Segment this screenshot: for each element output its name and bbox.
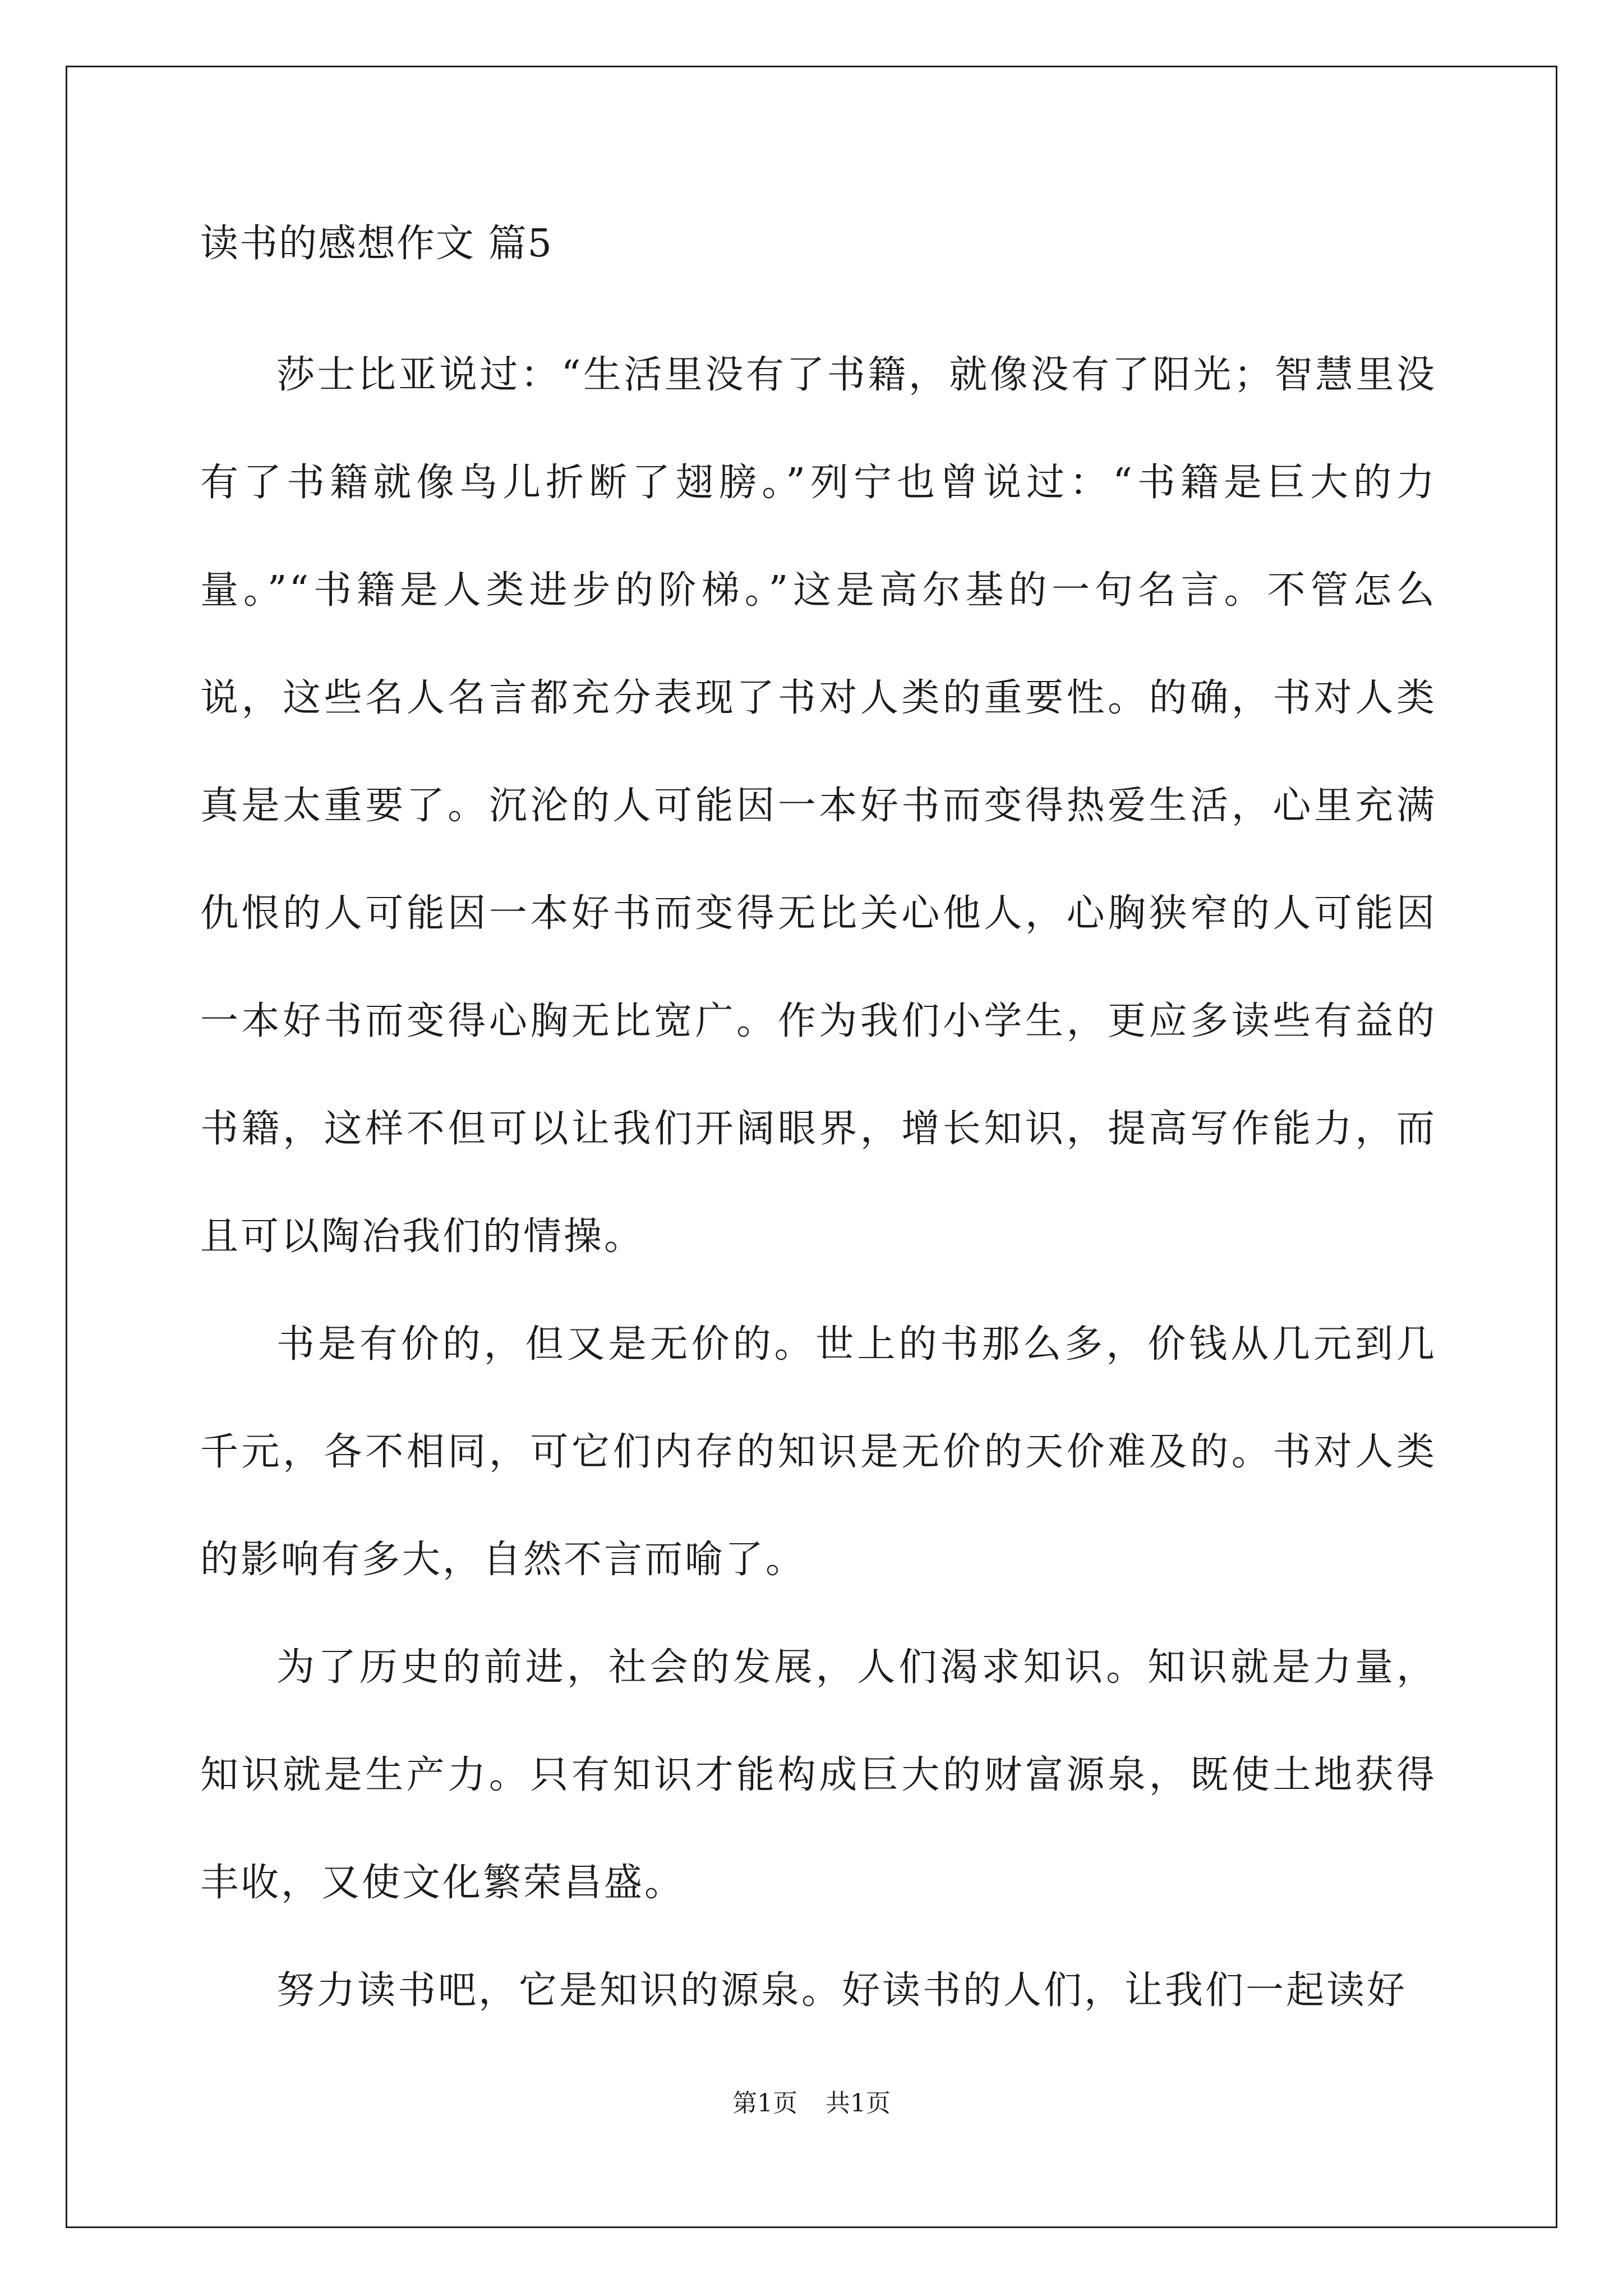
paragraph-2: 书是有价的，但又是无价的。世上的书那么多，价钱从几元到几千元，各不相同，可它们内存的知识是无价的天价难及的。书对人类的影响有多大，自然不言而喻了。 <box>200 1322 1437 1582</box>
paragraph-1: 莎士比亚说过：“生活里没有了书籍，就像没有了阳光；智慧里没有了书籍就像鸟儿折断了翅膀。”列宁也曾说过：“书籍是巨大的力量。”“书籍是人类进步的阶梯。”这是高尔基的一句名言。不管怎么说，这些名人名言都充分表现了书对人类的重要性。的确，书对人类真是太重要了。沉沦的人可能因一本好书而变得热爱生活，心里充满仇恨的人可能因一本好书而变得无比关心他人，心胸狭窄的人可能因一本好书而变得心胸无比宽广。作为我们小学生，更应多读些有益的书籍，这样不但可以让我们开阔眼界，增长知识，提高写作能力，而且可以陶冶我们的情操。 <box>200 353 1437 1259</box>
paragraph-4: 努力读书吧，它是知识的源泉。好读书的人们，让我们一起读好 <box>276 1968 1408 2013</box>
document-title: 读书的感想作文 篇5 <box>200 222 553 266</box>
paragraph-3: 为了历史的前进，社会的发展，人们渴求知识。知识就是力量，知识就是生产力。只有知识才能构成巨大的财富源泉，既使土地获得丰收，又使文化繁荣昌盛。 <box>200 1645 1437 1905</box>
document-body <box>200 216 1437 2045</box>
page-total: 共1页 <box>826 2089 891 2118</box>
page-number: 第1页 <box>732 2089 797 2118</box>
page-footer <box>0 2087 1623 2120</box>
